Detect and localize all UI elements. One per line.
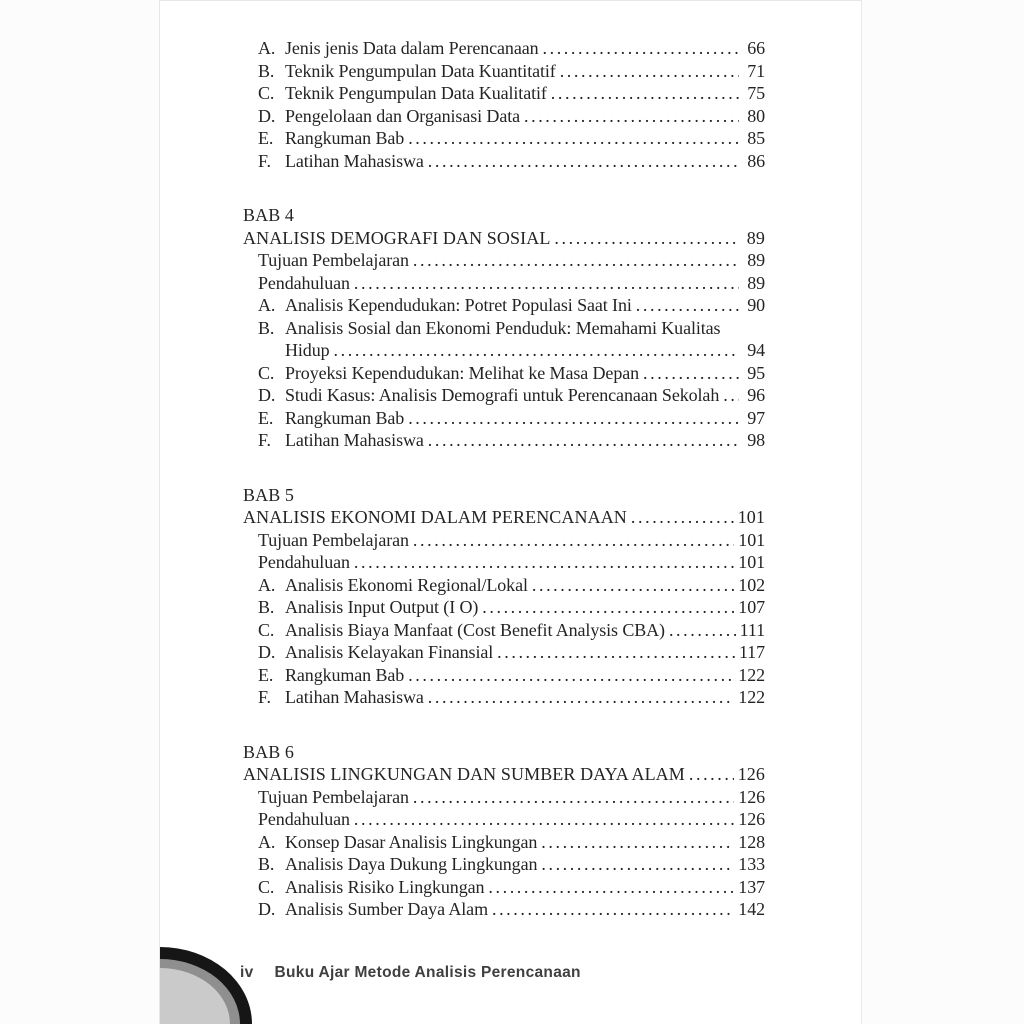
entry-page: 107	[738, 597, 765, 617]
footer-book-title: Buku Ajar Metode Analisis Perencanaan	[274, 964, 581, 981]
toc-section	[243, 204, 765, 452]
entry-letter: D.	[258, 385, 276, 405]
toc-entry	[243, 574, 765, 597]
entry-text: Studi Kasus: Analisis Demografi untuk Perencanaan Sekolah	[285, 385, 720, 405]
entry-text: Analisis Sumber Daya Alam	[285, 899, 488, 919]
entry-text: Latihan Mahasiswa	[285, 687, 424, 707]
entry-letter: C.	[258, 876, 275, 897]
dot-leader	[636, 294, 739, 317]
toc-entry	[243, 362, 765, 385]
entry-letter: A.	[258, 831, 276, 852]
dot-leader	[488, 876, 734, 899]
entry-letter: A.	[258, 295, 276, 315]
entry-text: Analisis Risiko Lingkungan	[285, 876, 485, 897]
entry-page: 97	[747, 407, 765, 428]
toc-entry	[243, 105, 765, 128]
dot-leader	[482, 596, 734, 619]
entry-page: 89	[747, 272, 765, 293]
chapter-label-text: BAB 6	[243, 741, 295, 762]
toc-entry	[243, 786, 765, 809]
entry-page: 66	[747, 38, 765, 58]
entry-text: Rangkuman Bab	[285, 407, 405, 428]
dot-leader	[560, 60, 739, 83]
entry-page: 111	[739, 619, 765, 640]
entry-page: 102	[738, 574, 765, 595]
entry-page: 101	[737, 507, 765, 527]
entry-page: 86	[747, 150, 765, 171]
entry-page: 96	[747, 385, 765, 405]
dot-leader	[408, 664, 734, 687]
entry-text: ANALISIS DEMOGRAFI DAN SOSIAL	[243, 227, 551, 248]
entry-text: Analisis Ekonomi Regional/Lokal	[285, 574, 528, 595]
entry-text: Jenis jenis Data dalam Perencanaan	[285, 38, 539, 58]
dot-leader	[428, 686, 735, 709]
toc-entry	[243, 876, 765, 899]
dot-leader	[532, 574, 734, 597]
toc-entry	[243, 407, 765, 430]
toc-entry	[243, 686, 765, 709]
toc-entry	[243, 664, 765, 687]
dot-leader	[428, 429, 739, 452]
toc-entry	[243, 429, 765, 452]
footer-page-number: iv	[240, 964, 254, 981]
entry-letter: F.	[258, 150, 271, 171]
toc-entry	[243, 317, 765, 340]
entry-text: Konsep Dasar Analisis Lingkungan	[285, 831, 538, 852]
entry-letter: A.	[258, 574, 276, 595]
entry-page: 122	[738, 687, 765, 707]
entry-page: 89	[746, 227, 765, 248]
toc-entry	[243, 529, 765, 552]
page-footer	[240, 964, 581, 982]
dot-leader	[413, 786, 734, 809]
chapter-label-text: BAB 4	[243, 205, 295, 225]
toc-entry	[243, 853, 765, 876]
entry-page: 101	[738, 529, 765, 550]
dot-leader	[413, 249, 739, 272]
entry-text: Rangkuman Bab	[285, 128, 405, 148]
entry-letter: B.	[258, 317, 275, 338]
entry-page: 122	[738, 664, 765, 685]
entry-page: 126	[738, 786, 765, 807]
entry-letter: E.	[258, 128, 274, 148]
entry-page: 90	[747, 295, 765, 315]
dot-leader	[408, 127, 739, 150]
entry-text: Proyeksi Kependudukan: Melihat ke Masa Depan	[285, 362, 640, 383]
entry-text: ANALISIS EKONOMI DALAM PERENCANAAN	[243, 507, 627, 527]
entry-text: Teknik Pengumpulan Data Kualitatif	[285, 83, 547, 103]
dot-leader	[631, 506, 734, 529]
table-of-contents	[160, 1, 861, 921]
dot-leader	[428, 150, 739, 173]
dot-leader	[524, 105, 739, 128]
entry-page: 142	[738, 899, 765, 919]
dot-leader	[543, 37, 740, 60]
entry-letter: C.	[258, 83, 275, 103]
entry-text: Analisis Daya Dukung Lingkungan	[285, 854, 538, 874]
entry-page: 80	[747, 105, 765, 126]
entry-text: Tujuan Pembelajaran	[258, 250, 409, 270]
toc-entry	[243, 150, 765, 173]
entry-page: 128	[738, 831, 765, 852]
chapter-label	[243, 484, 765, 507]
dot-leader	[551, 82, 739, 105]
entry-letter: B.	[258, 854, 275, 874]
dot-leader	[497, 641, 735, 664]
entry-text: Pendahuluan	[258, 272, 350, 293]
toc-entry	[243, 831, 765, 854]
dot-leader	[354, 551, 734, 574]
entry-text: Tujuan Pembelajaran	[258, 786, 409, 807]
toc-entry	[243, 641, 765, 664]
entry-letter: B.	[258, 60, 275, 81]
dot-leader	[541, 853, 734, 876]
dot-leader	[689, 763, 734, 786]
entry-page: 71	[747, 60, 765, 81]
entry-text: Analisis Sosial dan Ekonomi Penduduk: Memahami Kualitas	[285, 317, 721, 338]
chapter-title	[243, 763, 765, 786]
entry-letter: E.	[258, 407, 274, 428]
toc-section	[243, 484, 765, 709]
chapter-title	[243, 506, 765, 529]
entry-page: 126	[737, 764, 765, 784]
entry-page: 89	[747, 250, 765, 270]
entry-text: Hidup	[285, 340, 330, 360]
page	[159, 0, 862, 1024]
entry-letter: A.	[258, 38, 276, 58]
toc-entry	[243, 37, 765, 60]
dot-leader	[643, 362, 739, 385]
entry-page: 75	[747, 83, 765, 103]
entry-text: Tujuan Pembelajaran	[258, 529, 409, 550]
toc-entry	[243, 619, 765, 642]
dot-leader	[723, 384, 739, 407]
entry-text: Analisis Kelayakan Finansial	[285, 642, 494, 662]
toc-entry	[243, 384, 765, 407]
entry-letter: D.	[258, 899, 276, 919]
entry-page: 126	[738, 809, 765, 829]
entry-text: Rangkuman Bab	[285, 664, 405, 685]
entry-text: ANALISIS LINGKUNGAN DAN SUMBER DAYA ALAM	[243, 764, 685, 784]
toc-entry	[243, 249, 765, 272]
chapter-title	[243, 227, 765, 250]
entry-letter: E.	[258, 664, 274, 685]
dot-leader	[669, 619, 736, 642]
dot-leader	[334, 339, 739, 362]
entry-page: 137	[738, 876, 765, 897]
entry-text: Analisis Input Output (I O)	[285, 597, 479, 617]
dot-leader	[354, 272, 739, 295]
dot-leader	[408, 407, 739, 430]
entry-letter: D.	[258, 642, 276, 662]
toc-entry	[243, 82, 765, 105]
entry-page: 133	[738, 854, 765, 874]
entry-text: Pendahuluan	[258, 552, 350, 572]
chapter-label	[243, 741, 765, 764]
toc-entry	[243, 294, 765, 317]
entry-letter: F.	[258, 687, 271, 707]
entry-text: Analisis Biaya Manfaat (Cost Benefit Analysis CBA)	[285, 619, 665, 640]
toc-entry	[243, 596, 765, 619]
entry-text: Latihan Mahasiswa	[285, 430, 424, 450]
entry-page: 117	[738, 642, 765, 662]
chapter-label-text: BAB 5	[243, 484, 295, 505]
entry-page: 101	[738, 552, 765, 572]
toc-section	[243, 37, 765, 172]
dot-leader	[554, 227, 739, 250]
entry-text: Analisis Kependudukan: Potret Populasi Saat Ini	[285, 295, 632, 315]
toc-entry	[243, 127, 765, 150]
toc-entry-continuation	[243, 339, 765, 362]
entry-letter: D.	[258, 105, 276, 126]
dot-leader	[354, 808, 734, 831]
entry-letter: B.	[258, 597, 275, 617]
chapter-label	[243, 204, 765, 227]
toc-entry	[243, 272, 765, 295]
entry-text: Latihan Mahasiswa	[285, 150, 424, 171]
entry-page: 94	[747, 340, 765, 360]
dot-leader	[541, 831, 734, 854]
entry-page: 85	[747, 128, 765, 148]
entry-page: 95	[747, 362, 765, 383]
toc-section	[243, 741, 765, 921]
entry-text: Teknik Pengumpulan Data Kuantitatif	[285, 60, 556, 81]
toc-entry	[243, 898, 765, 921]
entry-letter: F.	[258, 430, 271, 450]
entry-letter: C.	[258, 619, 275, 640]
entry-letter: C.	[258, 362, 275, 383]
entry-text: Pendahuluan	[258, 809, 350, 829]
entry-page: 98	[747, 430, 765, 450]
dot-leader	[492, 898, 734, 921]
toc-entry	[243, 551, 765, 574]
toc-entry	[243, 808, 765, 831]
dot-leader	[413, 529, 734, 552]
entry-text: Pengelolaan dan Organisasi Data	[285, 105, 520, 126]
toc-entry	[243, 60, 765, 83]
